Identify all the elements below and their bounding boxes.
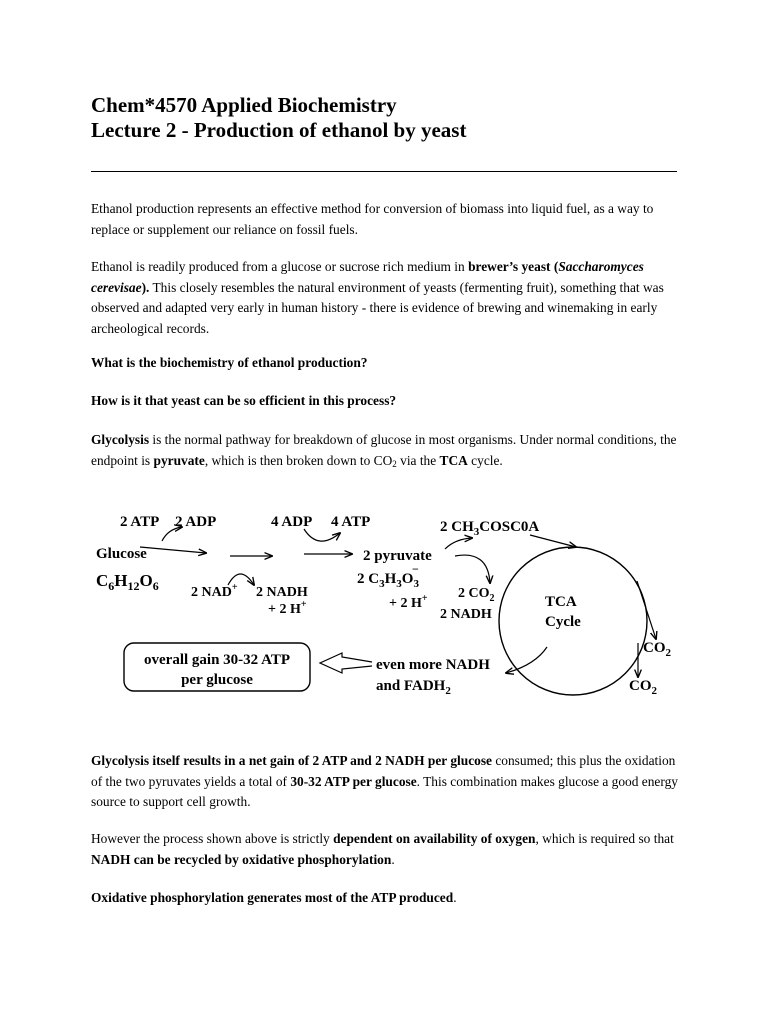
species-name: Saccharomyces cerevisae (91, 259, 644, 295)
fadh-label: and $FADH_2$ (376, 678, 451, 697)
glycolysis-term: Glycolysis (91, 432, 150, 447)
adp-to-atp-curve (304, 529, 340, 541)
oxphos-statement: Oxidative phosphorylation generates most of the ATP produced. (91, 890, 457, 905)
pyruvate-to-co2-curve (455, 555, 490, 583)
glycolysis-tca-diagram (90, 505, 690, 710)
question-biochemistry: What is the biochemistry of ethanol production? (91, 355, 368, 370)
course-title: Chem*4570 Applied Biochemistry (91, 93, 397, 117)
glucose-label: Glucose (96, 546, 147, 562)
pyruvate-nadh-label: 2 NADH (440, 607, 492, 622)
acetylcoa-to-tca-arrow (530, 535, 576, 547)
question-efficiency: How is it that yeast can be so efficient in this process? (91, 393, 397, 408)
pyruvate-term: pyruvate (153, 452, 205, 468)
overall-gain-line2: per glucose (181, 672, 253, 688)
lecture-subtitle: Lecture 2 - Production of ethanol by yeast (91, 118, 467, 142)
brewers-yeast-term: brewer’s yeast (468, 259, 551, 274)
pyruvate-label: 2 pyruvate (363, 548, 432, 564)
oxygen-paragraph: However the process shown above is strictly dependent on availability of oxygen, which is required so that NADH can be recycled by oxidative phosphorylation. (91, 831, 674, 867)
pyruvate-formula: 2 $C_3H_3O_3-$ (357, 562, 419, 590)
adp-input-label: 4 ADP (271, 514, 313, 530)
adp-output-label: 2 ADP (175, 514, 217, 530)
glucose-formula: $C_6H_{12}O_6$ (96, 571, 159, 593)
nadh-to-atp-hollow-arrow (320, 653, 372, 673)
title-divider (91, 171, 677, 172)
acetylcoa-label: 2 $CH_3COSC0A$ (440, 519, 540, 538)
co2-bottom-label: $CO_2$ (629, 678, 657, 697)
h-plus-label: + 2 H+ (268, 599, 307, 617)
glucose-arrow (140, 547, 206, 553)
tca-term: TCA (439, 452, 468, 468)
co2-right-label: $CO_2$ (643, 640, 671, 659)
more-nadh-label: even more NADH (376, 657, 490, 673)
tca-to-nadh-arrow (506, 647, 547, 673)
net-gain-paragraph: Glycolysis itself results in a net gain of 2 ATP and 2 NADH per glucose consumed; this plus the oxidation of the two pyruvates yields a total of 30-32 ATP per glucose. This combination makes glucose a good energy source to support cell growth. (91, 753, 678, 809)
pyruvate-h-plus-label: + 2 H+ (389, 593, 428, 611)
intro-paragraph: Ethanol production represents an effective method for conversion of biomass into liquid fuel, as a way to replace or supplement our reliance on fossil fuels. (91, 201, 654, 237)
pyruvate-to-acetylcoa-arrow (445, 538, 472, 549)
co2-label: 2 $CO_2$ (458, 586, 495, 604)
glycolysis-paragraph: Glycolysis is the normal pathway for breakdown of glucose in most organisms. Under normal conditions, the endpoint is pyruvate, which is then broken down to $CO_2$ via the TCA cycle. (91, 432, 677, 469)
atp-output-label: 4 ATP (331, 514, 371, 530)
nad-label: 2 NAD+ (191, 582, 238, 600)
nadh-label: 2 NADH (256, 585, 308, 600)
cycle-label: Cycle (545, 614, 581, 630)
tca-label: TCA (545, 594, 577, 610)
lecture-title (91, 93, 466, 143)
overall-gain-line1: overall gain 30-32 ATP (144, 652, 290, 668)
yeast-paragraph: Ethanol is readily produced from a glucose or sucrose rich medium in brewer’s yeast (Saccharomyces cerevisae). This closely resembles the natural environment of yeasts (fermenting fruit), something that was observed and adapted very early in human history - there is evidence of brewing and winemaking in early archeological records. (91, 259, 664, 336)
atp-input-label: 2 ATP (120, 514, 160, 530)
